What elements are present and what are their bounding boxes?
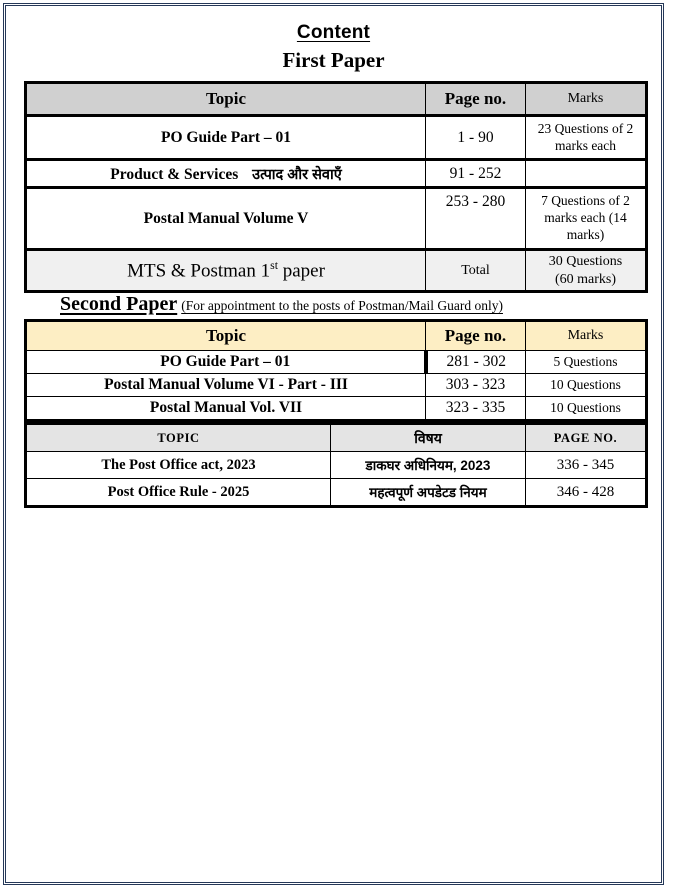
column-header-page-no: Page no.: [426, 83, 526, 116]
cell-vishay: महत्वपूर्ण अपडेटड नियम: [331, 479, 526, 507]
second-paper-table: [24, 319, 648, 422]
total-marks-line2: (60 marks): [554, 271, 617, 287]
table-row: [26, 351, 647, 374]
table-header-row: [26, 321, 647, 351]
cell-page-no: 346 - 428: [526, 479, 647, 507]
table-total-row: [26, 250, 647, 292]
table-row: [26, 479, 647, 507]
cell-marks: 10 Questions: [526, 374, 647, 397]
cell-page-no: 323 - 335: [426, 397, 526, 421]
page-border-frame: [3, 3, 664, 885]
cell-page-no: 253 - 280: [426, 188, 526, 250]
column-header-topic: Topic: [26, 321, 426, 351]
cell-topic: Postal Manual Volume V: [26, 188, 426, 250]
cell-vishay: डाकघर अधिनियम, 2023: [331, 452, 526, 479]
table-header-row: [26, 83, 647, 116]
page-title: Content: [296, 22, 371, 43]
second-paper-heading: [24, 293, 645, 316]
cell-page-total: Total: [426, 250, 526, 292]
column-header-marks: Marks: [526, 321, 647, 351]
cell-marks: 10 Questions: [526, 397, 647, 421]
cell-topic: Post Office Rule - 2025: [26, 479, 331, 507]
first-paper-table: [24, 81, 648, 293]
column-header-page-no: PAGE NO.: [526, 424, 647, 452]
table-row: [26, 374, 647, 397]
column-header-marks: Marks: [526, 83, 647, 116]
second-paper-title: Second Paper: [60, 293, 178, 315]
cell-page-no: 1 - 90: [426, 116, 526, 160]
cell-topic-total: [26, 250, 426, 292]
cell-topic: Postal Manual Vol. VII: [26, 397, 426, 421]
column-header-page-no: Page no.: [426, 321, 526, 351]
page-content: [6, 6, 661, 882]
cell-page-no: 303 - 323: [426, 374, 526, 397]
column-header-vishay: विषय: [331, 424, 526, 452]
second-paper-subtitle: (For appointment to the posts of Postman/Mail Guard only): [181, 298, 503, 313]
total-topic-superscript: st: [270, 258, 278, 272]
cell-topic: Postal Manual Volume VI - Part - III: [26, 374, 426, 397]
cell-page-no: 91 - 252: [426, 160, 526, 188]
total-marks-line1: 30 Questions: [548, 254, 623, 269]
cell-topic: PO Guide Part – 01: [26, 351, 426, 374]
total-topic-prefix: MTS & Postman 1: [127, 260, 271, 282]
table-row: [26, 397, 647, 421]
column-header-topic: TOPIC: [26, 424, 331, 452]
table-row: [26, 160, 647, 188]
cell-marks: 23 Questions of 2 marks each: [526, 116, 647, 160]
post-office-acts-table: [24, 422, 648, 508]
cell-marks-total: [526, 250, 647, 292]
cell-topic: PO Guide Part – 01: [26, 116, 426, 160]
table-row: [26, 116, 647, 160]
cell-topic: The Post Office act, 2023: [26, 452, 331, 479]
cell-marks: 7 Questions of 2 marks each (14 marks): [526, 188, 647, 250]
cell-topic-hindi: उत्पाद और सेवाएँ: [252, 166, 342, 183]
cell-page-no: 281 - 302: [426, 351, 526, 374]
first-paper-title: First Paper: [282, 48, 385, 72]
table-header-row: [26, 424, 647, 452]
cell-marks: [526, 160, 647, 188]
table-row: [26, 188, 647, 250]
cell-marks: 5 Questions: [526, 351, 647, 374]
table-row: [26, 452, 647, 479]
cell-topic: [26, 160, 426, 188]
total-topic-suffix: paper: [277, 260, 325, 282]
cell-topic-text: Product & Services: [110, 165, 239, 183]
cell-page-no: 336 - 345: [526, 452, 647, 479]
column-header-topic: Topic: [26, 83, 426, 116]
